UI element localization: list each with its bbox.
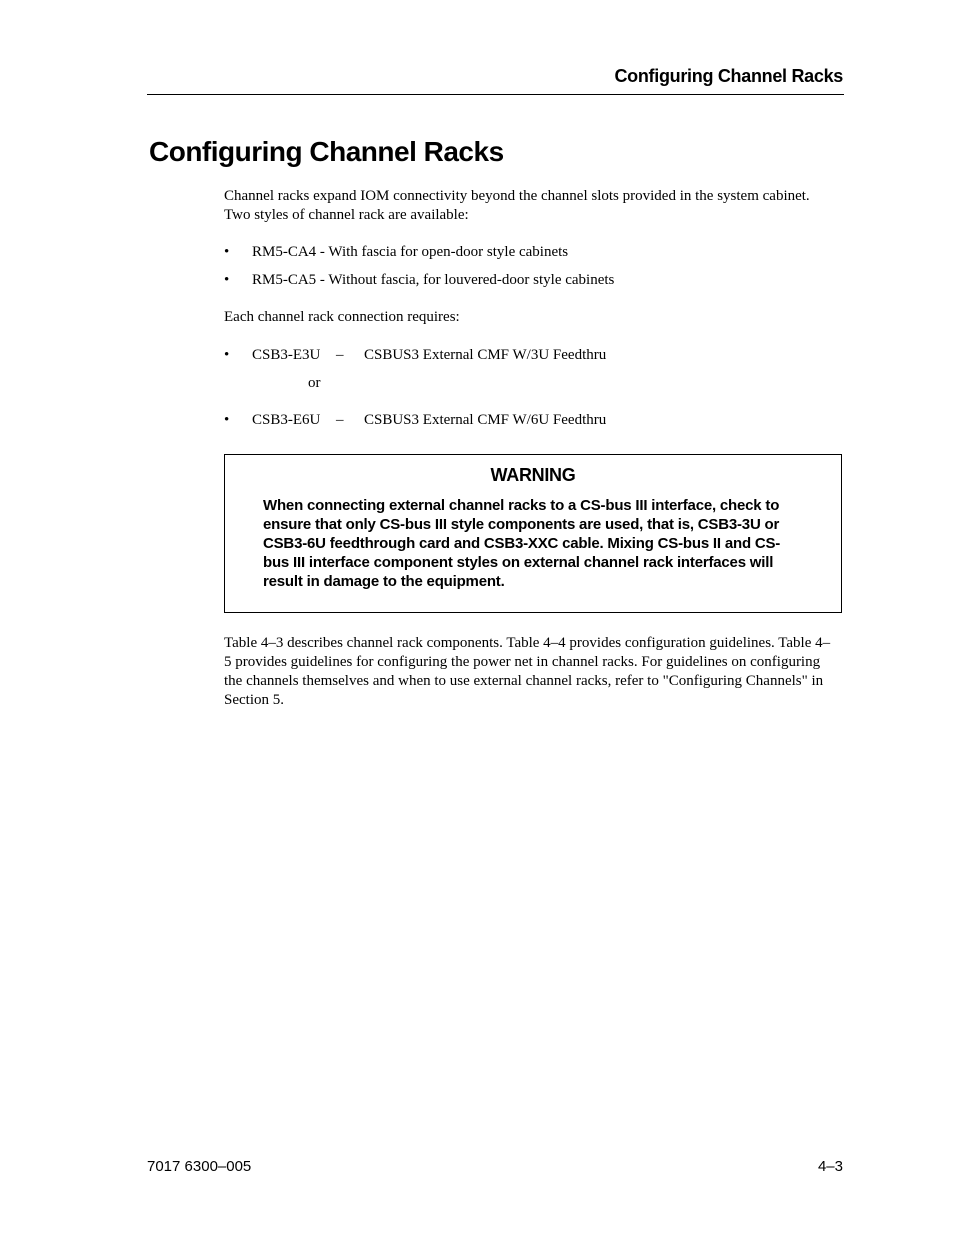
warning-box — [224, 454, 842, 613]
running-header: Configuring Channel Racks — [614, 66, 843, 86]
rack-style-text: RM5-CA5 - Without fascia, for louvered-door style cabinets — [252, 272, 615, 288]
part-description: CSBUS3 External CMF W/6U Feedthru — [364, 412, 607, 428]
rack-style-text: RM5-CA4 - With fascia for open-door style cabinets — [252, 244, 569, 260]
bullet-icon: • — [224, 347, 230, 363]
warning-title: WARNING — [490, 465, 576, 485]
requires-paragraph: Each channel rack connection requires: — [224, 309, 460, 325]
closing-paragraph: Table 4–3 describes channel rack components. Table 4–4 provides configuration guidelines. Table 4–5 provides guidelines for configuring the power net in channel racks. For guidelines on configuring the channels themselves and when to use external channel racks, refer to "Configuring Channels" in Section 5. — [224, 635, 831, 708]
header-rule — [147, 94, 844, 95]
document-number: 7017 6300–005 — [147, 1158, 252, 1175]
page-title: Configuring Channel Racks — [149, 136, 504, 167]
bullet-icon: • — [224, 272, 230, 288]
part-code: CSB3-E3U — [252, 347, 321, 363]
intro-paragraph: Channel racks expand IOM connectivity beyond the channel slots provided in the system cabinet. Two styles of channel rack are available: — [224, 188, 810, 223]
page-number: 4–3 — [817, 1158, 843, 1175]
bullet-icon: • — [224, 244, 230, 260]
part-description: CSBUS3 External CMF W/3U Feedthru — [364, 347, 607, 363]
warning-text: When connecting external channel racks to a CS-bus III interface, check to ensure that only CS-bus III style components are used, that is, CSB3-3U or CSB3-6U feedthrough card and CSB3-XXC cable. Mixing CS-bus II and CS-bus III interface component styles on external channel rack interfaces will result in damage to the equipment. — [263, 497, 781, 590]
separator-dash: – — [336, 347, 344, 363]
part-code: CSB3-E6U — [252, 412, 321, 428]
or-label: or — [308, 375, 321, 391]
bullet-icon: • — [224, 412, 230, 428]
separator-dash: – — [336, 412, 344, 428]
